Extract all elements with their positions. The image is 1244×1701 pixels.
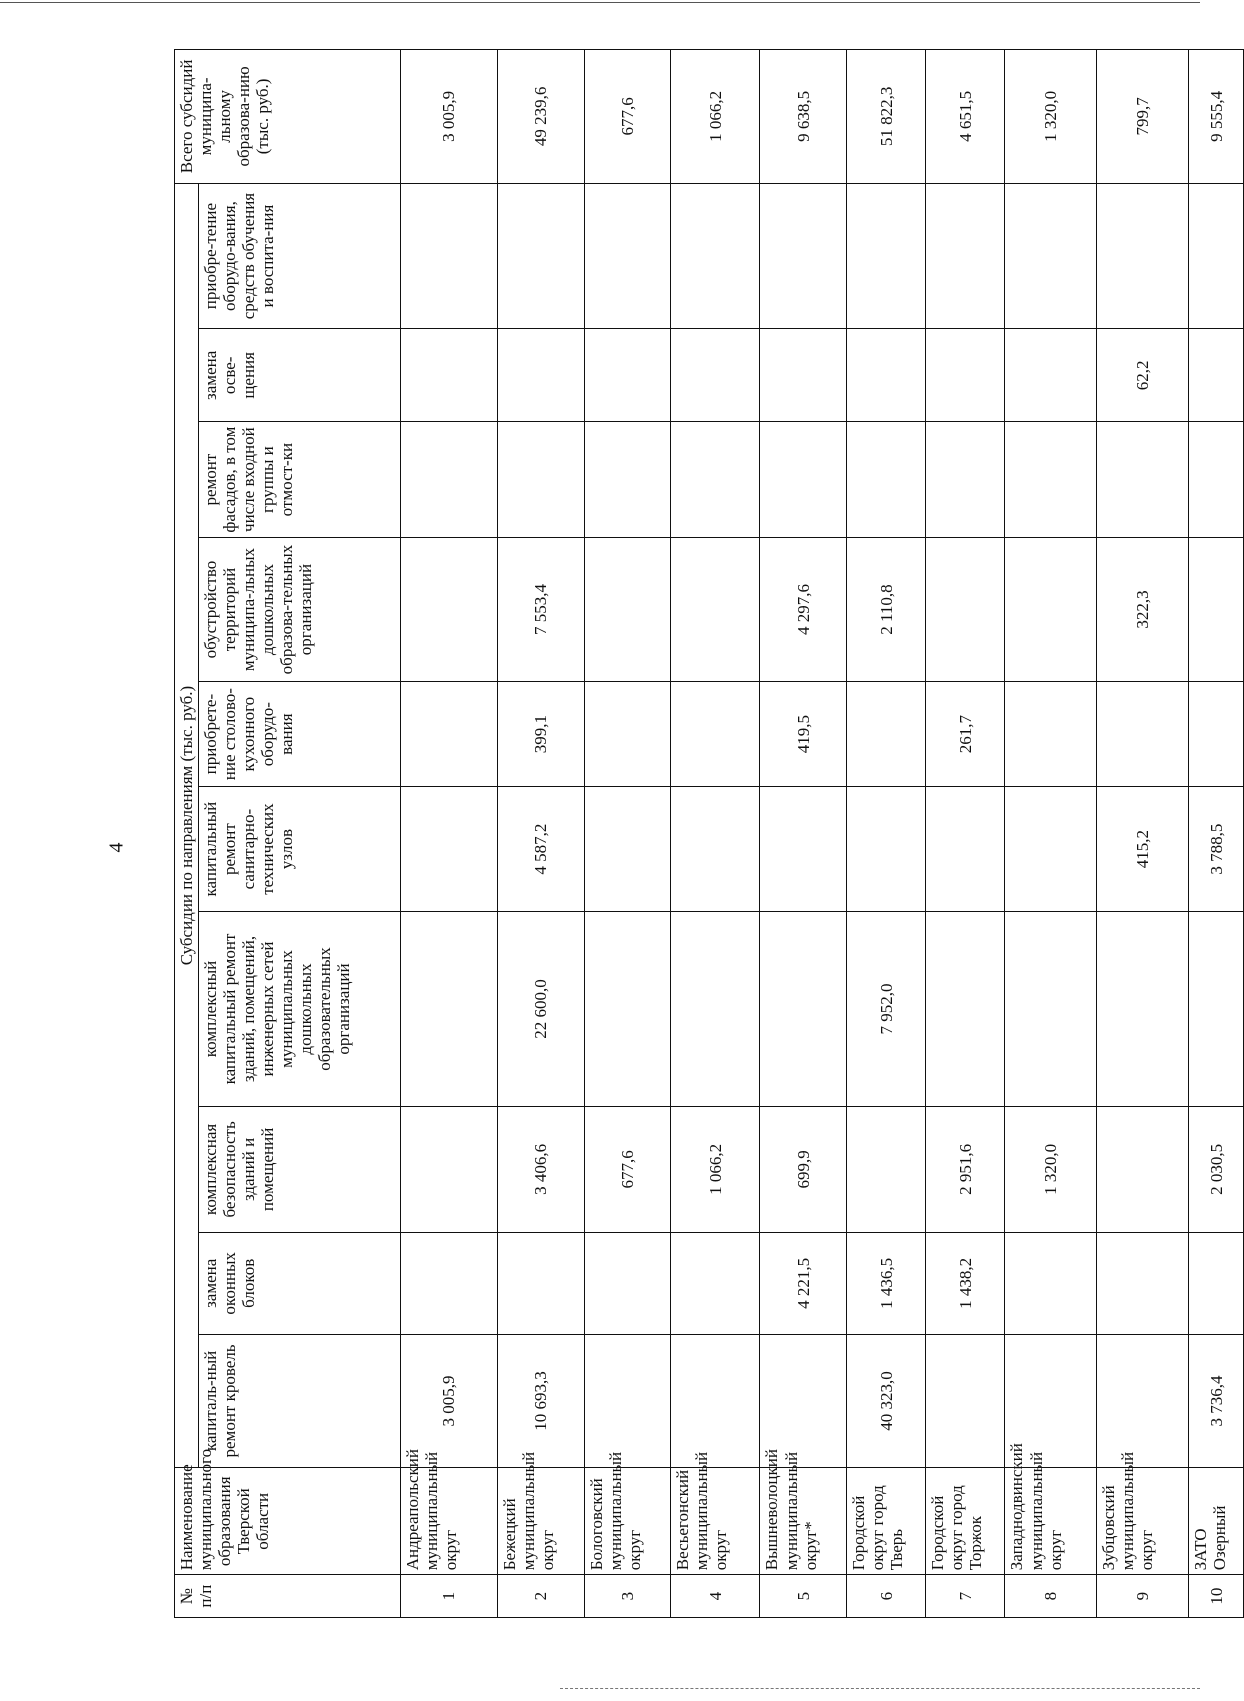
page-number: 4 — [105, 842, 128, 853]
row-name: Бежецкий муниципальный округ — [497, 1468, 584, 1575]
header-row-sub — [199, 50, 401, 1618]
row-cell — [401, 537, 498, 681]
row-num: 8 — [1005, 1575, 1097, 1618]
header-lighting-replacement: замена осве-щения — [199, 329, 401, 422]
row-cell — [497, 183, 584, 329]
row-name: Западнодвинский муниципальный округ — [1005, 1468, 1097, 1575]
row-cell — [671, 537, 760, 681]
row-cell — [584, 912, 671, 1107]
row-cell: 1 066,2 — [671, 1106, 760, 1232]
row-cell: 7 553,4 — [497, 537, 584, 681]
row-cell — [1189, 537, 1244, 681]
row-cell — [1097, 422, 1189, 538]
row-cell — [926, 537, 1005, 681]
row-cell — [1005, 787, 1097, 912]
row-cell — [584, 682, 671, 787]
row-cell: 2 951,6 — [926, 1106, 1005, 1232]
row-num: 3 — [584, 1575, 671, 1618]
row-cell: 62,2 — [1097, 329, 1189, 422]
header-row-top — [175, 50, 199, 1618]
header-complex-capital-repair: комплексный капитальный ремонт зданий, помещений, инженерных сетей муниципальных дошкольных образовательных организаций — [199, 912, 401, 1107]
row-cell — [1097, 1106, 1189, 1232]
row-cell — [1097, 1334, 1189, 1468]
row-cell: 1 320,0 — [1005, 1106, 1097, 1232]
header-num: № п/п — [175, 1575, 401, 1618]
row-cell: 3 788,5 — [1189, 787, 1244, 912]
row-cell — [1005, 537, 1097, 681]
row-cell — [671, 682, 760, 787]
header-kitchen-equipment: приобрете-ние столово-кухонного оборудо-вания — [199, 682, 401, 787]
row-cell: 3 406,6 — [497, 1106, 584, 1232]
row-cell: 1 436,5 — [847, 1233, 926, 1335]
row-cell — [401, 329, 498, 422]
row-cell — [401, 183, 498, 329]
row-cell — [584, 537, 671, 681]
row-cell — [1097, 183, 1189, 329]
row-cell — [1005, 183, 1097, 329]
row-cell — [671, 787, 760, 912]
table-row — [671, 50, 760, 1618]
table-row — [497, 50, 584, 1618]
row-cell — [1005, 682, 1097, 787]
header-subsidies-group: Субсидии по направлениям (тыс. руб.) — [175, 183, 199, 1468]
row-cell — [847, 787, 926, 912]
row-cell — [401, 1106, 498, 1232]
row-cell — [401, 912, 498, 1107]
row-num: 4 — [671, 1575, 760, 1618]
row-cell: 40 323,0 — [847, 1334, 926, 1468]
page-bottom-dashed-line — [560, 1688, 1200, 1689]
row-name: Зубцовский муниципальный округ — [1097, 1468, 1189, 1575]
table-row — [847, 50, 926, 1618]
row-cell: 1 438,2 — [926, 1233, 1005, 1335]
row-num: 7 — [926, 1575, 1005, 1618]
row-total: 9 638,5 — [760, 50, 847, 184]
row-num: 9 — [1097, 1575, 1189, 1618]
row-cell: 3 005,9 — [401, 1334, 498, 1468]
row-cell: 10 693,3 — [497, 1334, 584, 1468]
row-total: 3 005,9 — [401, 50, 498, 184]
row-cell: 2 110,8 — [847, 537, 926, 681]
row-cell — [926, 912, 1005, 1107]
row-cell — [1097, 1233, 1189, 1335]
row-num: 2 — [497, 1575, 584, 1618]
row-total: 51 822,3 — [847, 50, 926, 184]
header-window-replacement: замена оконных блоков — [199, 1233, 401, 1335]
page-top-border — [0, 2, 1200, 3]
row-cell — [584, 1233, 671, 1335]
row-cell — [926, 787, 1005, 912]
row-cell: 399,1 — [497, 682, 584, 787]
row-cell: 2 030,5 — [1189, 1106, 1244, 1232]
row-num: 5 — [760, 1575, 847, 1618]
row-cell: 4 587,2 — [497, 787, 584, 912]
row-cell — [671, 912, 760, 1107]
row-cell — [847, 329, 926, 422]
row-cell — [497, 1233, 584, 1335]
table-row — [926, 50, 1005, 1618]
table-row — [1189, 50, 1244, 1618]
row-name: Городской округ город Торжок — [926, 1468, 1005, 1575]
header-facade-repair: ремонт фасадов, в том числе входной группы и отмост-ки — [199, 422, 401, 538]
row-cell — [926, 329, 1005, 422]
row-cell — [497, 329, 584, 422]
row-cell — [760, 329, 847, 422]
row-cell — [760, 183, 847, 329]
row-cell — [1189, 682, 1244, 787]
row-name: Вышневолоцкий муниципальный округ* — [760, 1468, 847, 1575]
row-cell — [584, 183, 671, 329]
row-name: Городской округ город Тверь — [847, 1468, 926, 1575]
row-cell — [847, 682, 926, 787]
row-cell: 699,9 — [760, 1106, 847, 1232]
row-total: 677,6 — [584, 50, 671, 184]
row-total: 799,7 — [1097, 50, 1189, 184]
row-cell: 4 221,5 — [760, 1233, 847, 1335]
header-total: Всего субсидий муниципа-льному образова-нию (тыс. руб.) — [175, 50, 401, 184]
header-equipment-purchase: приобре-тение оборудо-вания, средств обучения и воспита-ния — [199, 183, 401, 329]
row-cell: 677,6 — [584, 1106, 671, 1232]
row-cell — [584, 787, 671, 912]
table-row — [760, 50, 847, 1618]
row-cell — [401, 682, 498, 787]
row-cell — [671, 1334, 760, 1468]
row-cell — [1189, 183, 1244, 329]
header-sanitary-repair: капитальный ремонт санитарно-технических узлов — [199, 787, 401, 912]
row-cell — [1097, 682, 1189, 787]
header-complex-safety: комплексная безопасность зданий и помещений — [199, 1106, 401, 1232]
row-cell — [926, 1334, 1005, 1468]
row-cell — [1005, 912, 1097, 1107]
row-total: 49 239,6 — [497, 50, 584, 184]
row-cell — [926, 422, 1005, 538]
row-cell — [1189, 329, 1244, 422]
row-num: 10 — [1189, 1575, 1244, 1618]
row-cell: 415,2 — [1097, 787, 1189, 912]
row-total: 4 651,5 — [926, 50, 1005, 184]
row-total: 1 320,0 — [1005, 50, 1097, 184]
row-cell — [401, 787, 498, 912]
row-cell: 322,3 — [1097, 537, 1189, 681]
table-row — [401, 50, 498, 1618]
row-cell: 22 600,0 — [497, 912, 584, 1107]
row-cell — [497, 422, 584, 538]
table-row — [1097, 50, 1189, 1618]
row-cell — [671, 422, 760, 538]
row-cell: 419,5 — [760, 682, 847, 787]
header-territory-improvement: обустройство территорий муниципа-льных дошкольных образова-тельных организаций — [199, 537, 401, 681]
header-roof-repair: капиталь-ный ремонт кровель — [199, 1334, 401, 1468]
row-cell — [671, 1233, 760, 1335]
row-num: 1 — [401, 1575, 498, 1618]
row-cell — [1005, 422, 1097, 538]
table-row — [1005, 50, 1097, 1618]
row-cell — [584, 1334, 671, 1468]
row-cell — [1097, 912, 1189, 1107]
row-cell — [671, 329, 760, 422]
table-row — [584, 50, 671, 1618]
row-cell — [760, 1334, 847, 1468]
row-cell: 3 736,4 — [1189, 1334, 1244, 1468]
row-total: 1 066,2 — [671, 50, 760, 184]
row-cell — [1005, 1233, 1097, 1335]
row-cell: 7 952,0 — [847, 912, 926, 1107]
row-cell — [760, 422, 847, 538]
row-name: Андреапольский муниципальный округ — [401, 1468, 498, 1575]
header-name: Наименование муниципального образования Тверской области — [175, 1468, 401, 1575]
row-name: ЗАТО Озерный — [1189, 1468, 1244, 1575]
row-cell — [847, 422, 926, 538]
row-total: 9 555,4 — [1189, 50, 1244, 184]
row-cell — [584, 422, 671, 538]
row-cell — [1189, 1233, 1244, 1335]
row-cell — [847, 1106, 926, 1232]
row-cell — [1189, 912, 1244, 1107]
row-cell — [401, 422, 498, 538]
subsidies-table-rotated — [174, 49, 1244, 1618]
row-cell — [401, 1233, 498, 1335]
row-cell: 261,7 — [926, 682, 1005, 787]
row-cell — [584, 329, 671, 422]
row-cell — [847, 183, 926, 329]
row-cell — [926, 183, 1005, 329]
row-cell — [671, 183, 760, 329]
row-num: 6 — [847, 1575, 926, 1618]
row-cell — [760, 787, 847, 912]
row-cell: 4 297,6 — [760, 537, 847, 681]
row-cell — [1189, 422, 1244, 538]
row-name: Бологовский муниципальный округ — [584, 1468, 671, 1575]
row-cell — [760, 912, 847, 1107]
row-name: Весьегонский муниципальный округ — [671, 1468, 760, 1575]
row-cell — [1005, 329, 1097, 422]
subsidies-table — [174, 49, 1244, 1618]
